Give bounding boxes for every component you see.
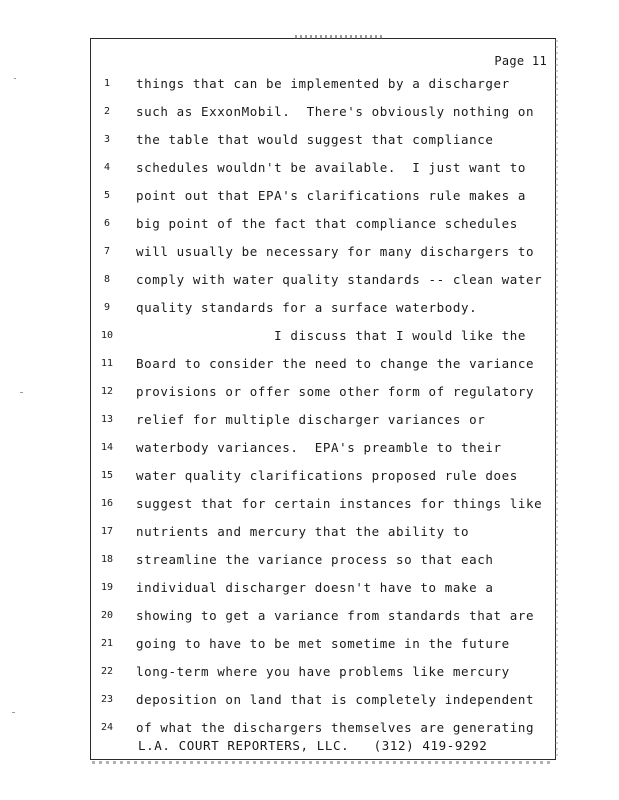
line-number: 3 [103, 134, 111, 145]
transcript-line [0, 272, 619, 292]
transcript-line [0, 132, 619, 152]
line-text: of what the dischargers themselves are generating [136, 720, 535, 735]
transcript-line [0, 524, 619, 544]
transcript-line [0, 384, 619, 404]
line-text: deposition on land that is completely independent [136, 692, 535, 707]
line-number: 1 [103, 78, 111, 89]
line-number: 4 [103, 162, 111, 173]
transcript-line [0, 720, 619, 740]
line-number: 24 [100, 722, 114, 733]
scan-speck [12, 712, 15, 713]
line-number: 22 [100, 666, 114, 677]
line-number: 14 [100, 442, 114, 453]
transcript-line [0, 636, 619, 656]
court-reporter-footer: L.A. COURT REPORTERS, LLC. (312) 419-9292 [138, 738, 488, 753]
line-text: comply with water quality standards -- clean water [136, 272, 543, 287]
transcript-line [0, 216, 619, 236]
line-text: streamline the variance process so that each [136, 552, 494, 567]
line-text: suggest that for certain instances for things like [136, 496, 543, 511]
transcript-line [0, 496, 619, 516]
line-number: 23 [100, 694, 114, 705]
line-text: point out that EPA's clarifications rule makes a [136, 188, 527, 203]
line-number: 17 [100, 526, 114, 537]
line-text: showing to get a variance from standards that are [136, 608, 535, 623]
line-number: 15 [100, 470, 114, 481]
line-number: 21 [100, 638, 114, 649]
line-text: long-term where you have problems like mercury [136, 664, 510, 679]
transcript-line [0, 356, 619, 376]
line-number: 19 [100, 582, 114, 593]
transcript-line [0, 552, 619, 572]
line-text: schedules wouldn't be available. I just want to [136, 160, 527, 175]
line-number: 9 [103, 302, 111, 313]
line-text: provisions or offer some other form of regulatory [136, 384, 535, 399]
line-number: 13 [100, 414, 114, 425]
line-text: nutrients and mercury that the ability to [136, 524, 470, 539]
transcript-line [0, 412, 619, 432]
transcript-line [0, 188, 619, 208]
transcript-line [0, 328, 619, 348]
transcript-line [0, 440, 619, 460]
line-number: 12 [100, 386, 114, 397]
transcript-line [0, 104, 619, 124]
line-text: the table that would suggest that compliance [136, 132, 494, 147]
line-text: individual discharger doesn't have to make a [136, 580, 494, 595]
transcript-line [0, 468, 619, 488]
transcript-line [0, 300, 619, 320]
line-number: 18 [100, 554, 114, 565]
scan-artifact-bottom [92, 761, 554, 764]
page-number: Page 11 [494, 54, 547, 68]
line-text: going to have to be met sometime in the future [136, 636, 510, 651]
line-text: will usually be necessary for many dischargers to [136, 244, 535, 259]
line-number: 16 [100, 498, 114, 509]
transcript-line [0, 692, 619, 712]
line-text: things that can be implemented by a discharger [136, 76, 510, 91]
line-text: relief for multiple discharger variances or [136, 412, 486, 427]
line-text: big point of the fact that compliance schedules [136, 216, 518, 231]
line-number: 6 [103, 218, 111, 229]
line-text: such as ExxonMobil. There's obviously nothing on [136, 104, 535, 119]
line-number: 2 [103, 106, 111, 117]
transcript-line [0, 76, 619, 96]
transcript-line [0, 664, 619, 684]
line-number: 8 [103, 274, 111, 285]
line-text: Board to consider the need to change the variance [136, 356, 535, 371]
line-number: 7 [103, 246, 111, 257]
transcript-line [0, 580, 619, 600]
line-number: 10 [100, 330, 114, 341]
line-text: water quality clarifications proposed rule does [136, 468, 518, 483]
transcript-line [0, 244, 619, 264]
line-text: quality standards for a surface waterbody. [136, 300, 478, 315]
line-number: 20 [100, 610, 114, 621]
line-number: 11 [100, 358, 114, 369]
transcript-line [0, 608, 619, 628]
line-number: 5 [103, 190, 111, 201]
transcript-line [0, 160, 619, 180]
scan-artifact-top [295, 35, 385, 39]
line-text: I discuss that I would like the [136, 328, 527, 343]
line-text: waterbody variances. EPA's preamble to their [136, 440, 502, 455]
